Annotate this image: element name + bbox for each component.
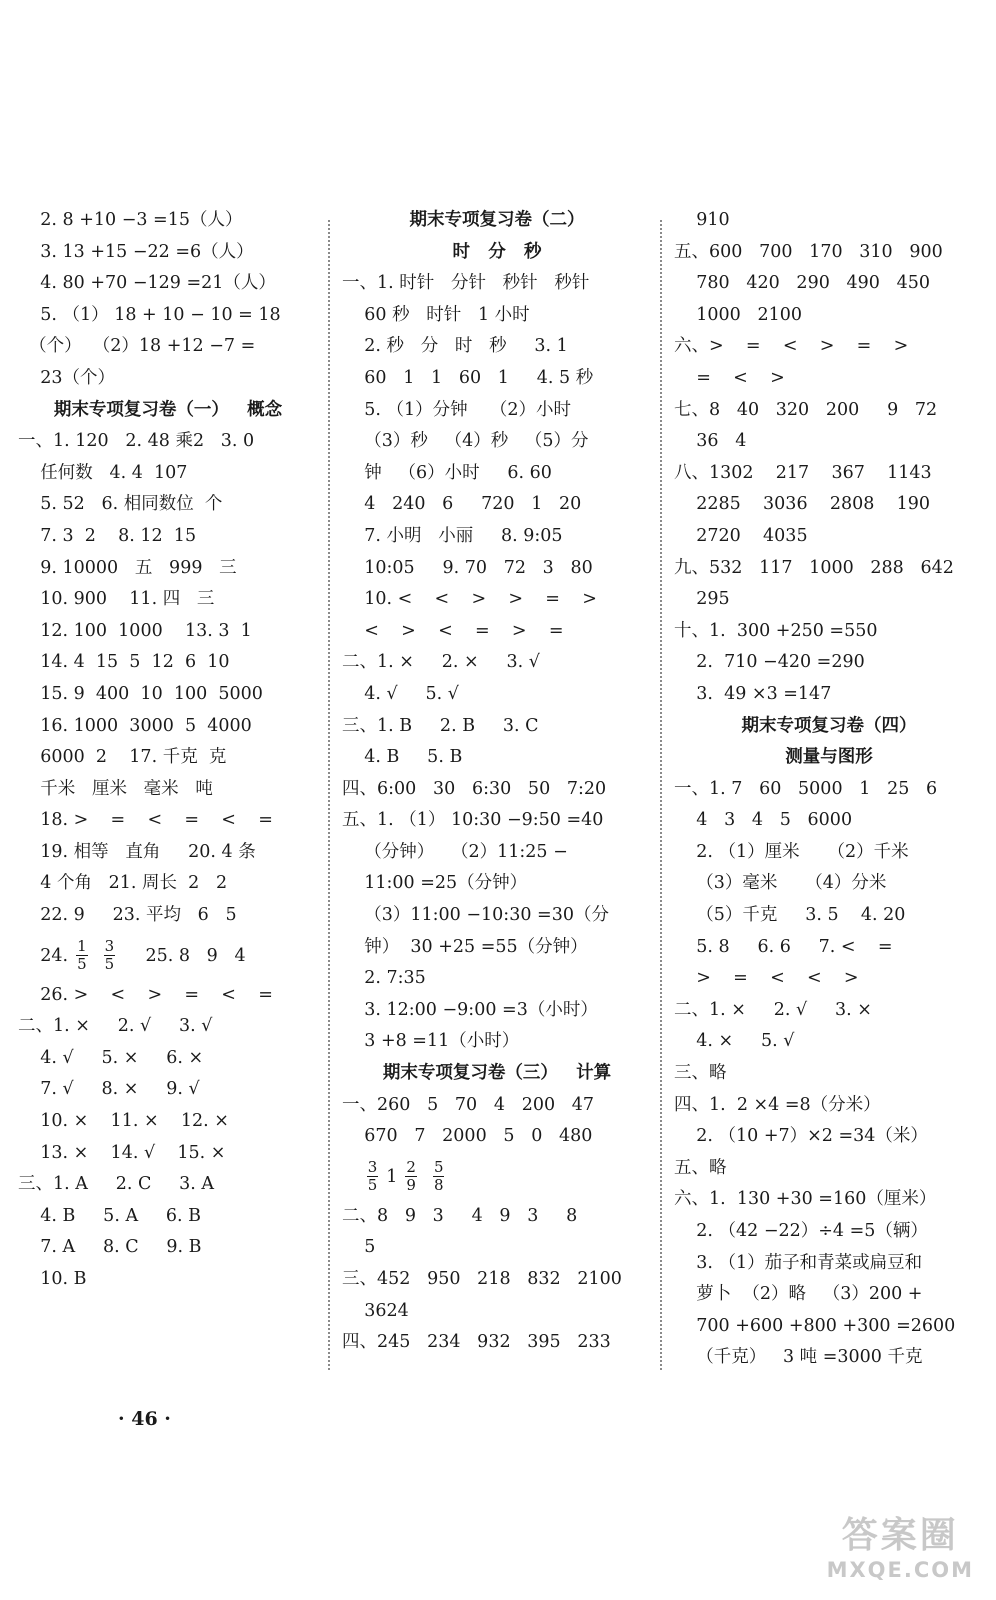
answer-line: 一、1. 时针 分针 秒针 秒针 (342, 273, 590, 294)
answer-line: 60 秒 时针 1 小时 (342, 304, 530, 325)
fraction-numerator: 3 (104, 937, 115, 956)
answer-line: 1000 2100 (674, 304, 803, 325)
answer-line: 5. 8 6. 6 7. < = (674, 936, 893, 957)
section-title: 时 分 秒 (452, 241, 542, 262)
fraction-numerator: 2 (406, 1158, 416, 1177)
answer-line: 10. < < > > = > (342, 589, 597, 610)
fraction (367, 1160, 379, 1193)
answer-value: 1 (386, 1166, 398, 1187)
answer-line: < > < = > = (342, 620, 564, 641)
fraction-numerator: 3 (367, 1158, 378, 1177)
answer-line-fractions (342, 1153, 652, 1201)
answer-line: 一、1. 120 2. 48 乘2 3. 0 (18, 431, 255, 452)
answer-line: 十、1. 300 +250 =550 (674, 620, 878, 641)
answer-line: （3）11:00 −10:30 =30（分 (342, 905, 609, 926)
answer-line: 任何数 4. 4 107 (18, 462, 188, 483)
answer-line: 2. 秒 分 时 秒 3. 1 (342, 336, 568, 357)
answer-line: 10. 900 11. 四 三 (18, 589, 215, 610)
answer-line: 3. 13 +15 −22 =6（人） (18, 241, 254, 262)
answer-line: 2. （1）厘米 （2）千米 (674, 841, 909, 862)
answer-line: 3624 (342, 1300, 409, 1321)
answer-line: 2. 8 +10 −3 =15（人） (18, 210, 243, 230)
section-title: 测量与图形 (785, 747, 873, 768)
answer-line: 五、1. （1） 10:30 −9:50 =40 (342, 810, 604, 831)
answer-column-2 (342, 205, 652, 1359)
answer-line: 二、1. × 2. √ 3. √ (18, 1016, 213, 1037)
answer-line: 22. 9 23. 平均 6 5 (18, 905, 237, 926)
answer-line: 7. 小明 小丽 8. 9:05 (342, 525, 563, 546)
answer-line: 670 7 2000 5 0 480 (342, 1126, 593, 1147)
answer-line: 23（个） (18, 367, 116, 388)
answer-line: 五、略 (674, 1157, 727, 1178)
answer-line: 4 240 6 720 1 20 (342, 494, 582, 515)
answer-line: 四、245 234 932 395 233 (342, 1332, 611, 1353)
answer-line: 萝卜 （2）略 （3）200 + (674, 1284, 923, 1305)
answer-line: 2. （10 +7）×2 =34（米） (674, 1126, 928, 1147)
answer-line: （千克） 3 吨 =3000 千克 (674, 1347, 923, 1368)
answer-line: 八、1302 217 367 1143 (674, 462, 932, 483)
fraction-denominator: 5 (77, 955, 87, 974)
answer-line: 4. √ 5. √ (342, 683, 459, 704)
answer-line: 10. B (18, 1269, 87, 1289)
column-divider (328, 220, 330, 1370)
fraction-denominator: 9 (406, 1176, 416, 1195)
answer-line: 12. 100 1000 13. 3 1 (18, 620, 252, 641)
page-number: · 46 · (118, 1408, 171, 1430)
fraction (405, 1160, 417, 1193)
answer-line: 三、略 (674, 1063, 727, 1084)
answer-line: 4. 80 +70 −129 =21（人） (18, 273, 276, 294)
answer-line: 一、260 5 70 4 200 47 (342, 1094, 595, 1115)
answer-line: 五、600 700 170 310 900 (674, 241, 943, 262)
answer-line: 六、1. 130 +30 =160（厘米） (674, 1189, 937, 1210)
answer-line: 5. （1） 18 + 10 − 10 = 18 (18, 304, 281, 325)
fraction (76, 939, 88, 972)
answer-line: 10. × 11. × 12. × (18, 1111, 229, 1132)
answer-line: 四、6:00 30 6:30 50 7:20 (342, 778, 607, 799)
column-divider (660, 220, 662, 1370)
section-title: 期末专项复习卷（一） 概念 (53, 399, 283, 420)
answer-line: 二、8 9 3 4 9 3 8 (342, 1205, 578, 1226)
answer-line: 4. B 5. A 6. B (18, 1205, 202, 1226)
answer-line: 九、532 117 1000 288 642 (674, 557, 954, 578)
fraction (433, 1160, 445, 1193)
answer-line: 2. 710 −420 =290 (674, 652, 865, 673)
answer-prefix (342, 1167, 359, 1187)
watermark-logo (827, 1507, 974, 1582)
answer-line: 36 4 (674, 431, 747, 452)
answer-line: 11:00 =25（分钟） (342, 873, 528, 894)
answer-line: 3. 12:00 −9:00 =3（小时） (342, 999, 598, 1020)
answer-line: 780 420 290 490 450 (674, 273, 931, 294)
answer-line: 4 个角 21. 周长 2 2 (18, 873, 228, 894)
fraction-numerator: 5 (433, 1158, 444, 1177)
fraction (104, 939, 116, 972)
answer-line: 6000 2 17. 千克 克 (18, 747, 227, 768)
answer-line: 18. > = < = < = (18, 810, 273, 831)
answer-line: 9. 10000 五 999 三 (18, 557, 237, 578)
answer-line: 5. （1）分钟 （2）小时 (342, 399, 572, 420)
fraction-numerator: 1 (77, 937, 87, 956)
answer-line: 3. （1）茄子和青菜或扁豆和 (674, 1252, 923, 1273)
answer-line: （3）毫米 （4）分米 (674, 873, 887, 894)
answer-line: 三、1. A 2. C 3. A (18, 1174, 215, 1195)
answer-line: （分钟） （2）11:25 − (342, 841, 568, 862)
answer-suffix: 25. 8 9 4 (123, 945, 246, 966)
answer-line: 4. B 5. B (342, 747, 463, 768)
answer-line: 14. 4 15 5 12 6 10 (18, 652, 230, 673)
fraction-denominator: 5 (367, 1176, 378, 1195)
answer-line: 10:05 9. 70 72 3 80 (342, 557, 593, 578)
fraction-denominator: 5 (104, 955, 115, 974)
answer-line: 19. 相等 直角 20. 4 条 (18, 841, 256, 862)
answer-column-1 (18, 205, 318, 1296)
answer-line: 7. √ 8. × 9. √ (18, 1079, 200, 1100)
answer-line: 二、1. × 2. × 3. √ (342, 652, 540, 673)
answer-line: 四、1. 2 ×4 =8（分米） (674, 1094, 881, 1115)
section-title: 期末专项复习卷（三） 计算 (382, 1063, 612, 1084)
answer-line: 700 +600 +800 +300 =2600 (674, 1315, 956, 1336)
answer-line: 钟 （6）小时 6. 60 (342, 462, 552, 483)
answer-line: （个） （2）18 +12 −7 = (18, 336, 256, 357)
answer-line: > = < < > (674, 968, 859, 989)
answer-line: 5 (342, 1237, 376, 1258)
answer-line: 2720 4035 (674, 525, 808, 546)
section-title: 期末专项复习卷（四） (741, 715, 917, 736)
answer-line: 4 3 4 5 6000 (674, 810, 853, 831)
answer-line: 2285 3036 2808 190 (674, 494, 931, 515)
answer-line: 4. × 5. √ (674, 1031, 795, 1052)
answer-prefix: 24. (18, 945, 69, 966)
answer-line: = < > (674, 367, 785, 388)
answer-line: 26. > < > = < = (18, 984, 273, 1005)
answer-line: 15. 9 400 10 100 5000 (18, 683, 263, 704)
watermark-url: MXQE.COM (826, 1558, 974, 1582)
answer-line: 910 (674, 210, 730, 230)
answer-line: 一、1. 7 60 5000 1 25 6 (674, 778, 938, 799)
answer-line: 60 1 1 60 1 4. 5 秒 (342, 367, 594, 388)
answer-line: 7. 3 2 8. 12 15 (18, 525, 197, 546)
answer-line: 13. × 14. √ 15. × (18, 1142, 226, 1163)
answer-line: 钟） 30 +25 =55（分钟） (342, 936, 588, 957)
answer-line-fractions (18, 932, 318, 980)
answer-line: 三、1. B 2. B 3. C (342, 715, 539, 736)
answer-line: （5）千克 3. 5 4. 20 (674, 905, 906, 926)
watermark-title: 答案圈 (841, 1515, 959, 1556)
answer-line: 7. A 8. C 9. B (18, 1237, 202, 1258)
answer-line: （3）秒 （4）秒 （5）分 (342, 431, 589, 452)
section-title: 期末专项复习卷（二） (409, 210, 585, 230)
answer-line: 二、1. × 2. √ 3. × (674, 999, 872, 1020)
answer-line: 2. （42 −22）÷4 =5（辆） (674, 1221, 928, 1241)
answer-line: 16. 1000 3000 5 4000 (18, 715, 252, 736)
answer-line: 三、452 950 218 832 2100 (342, 1269, 622, 1289)
answer-line: 3 +8 =11（小时） (342, 1031, 520, 1052)
answer-line: 5. 52 6. 相同数位 个 (18, 494, 223, 515)
answer-line: 千米 厘米 毫米 吨 (18, 778, 213, 799)
answer-line: 295 (674, 589, 730, 610)
answer-line: 七、8 40 320 200 9 72 (674, 399, 938, 420)
answer-line: 六、> = < > = > (674, 336, 909, 357)
answer-line: 4. √ 5. × 6. × (18, 1047, 204, 1068)
answer-line: 3. 49 ×3 =147 (674, 683, 832, 704)
answer-line: 2. 7:35 (342, 968, 426, 989)
answer-column-3 (674, 205, 984, 1374)
fraction-denominator: 8 (433, 1176, 444, 1195)
